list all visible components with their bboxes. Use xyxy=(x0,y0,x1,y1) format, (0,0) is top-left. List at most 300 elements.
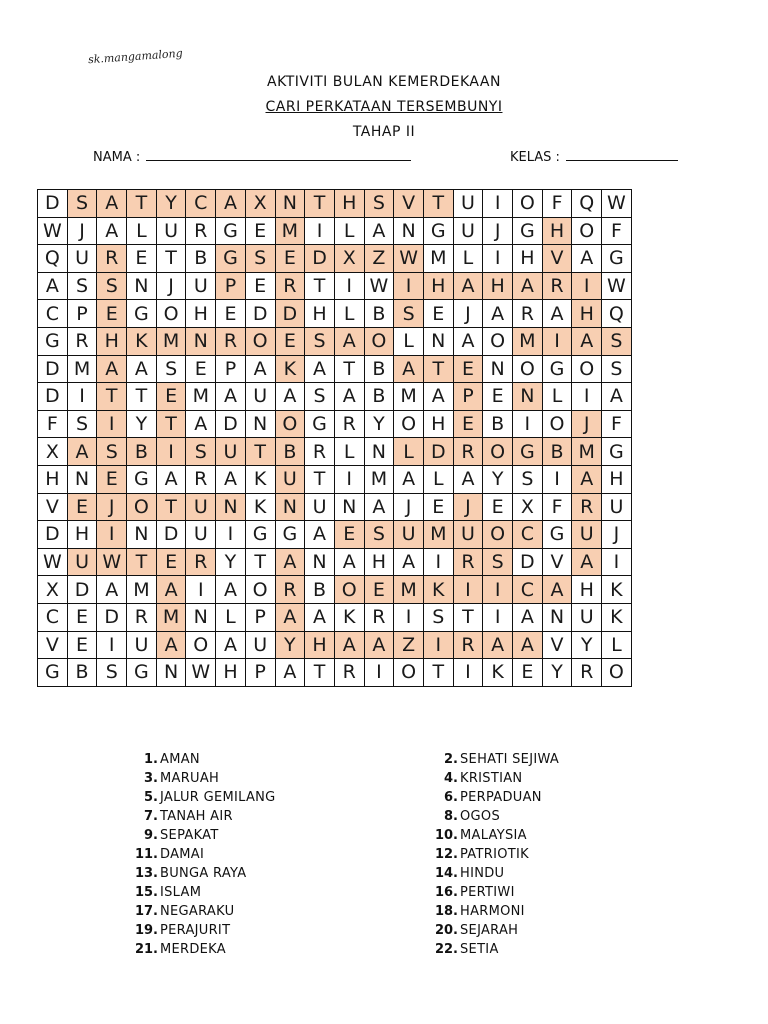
grid-cell[interactable]: R xyxy=(513,300,543,328)
grid-cell[interactable]: L xyxy=(334,300,364,328)
grid-cell[interactable]: P xyxy=(245,603,275,631)
grid-cell[interactable]: O xyxy=(483,438,513,466)
grid-cell[interactable]: A xyxy=(394,548,424,576)
grid-cell[interactable]: T xyxy=(127,383,157,411)
grid-cell[interactable]: S xyxy=(305,383,335,411)
grid-cell[interactable]: R xyxy=(275,272,305,300)
grid-cell[interactable]: P xyxy=(67,300,97,328)
grid-cell[interactable]: I xyxy=(453,659,483,687)
grid-cell[interactable]: J xyxy=(97,493,127,521)
grid-cell[interactable]: G xyxy=(38,659,68,687)
grid-cell[interactable]: U xyxy=(186,493,216,521)
grid-cell[interactable]: X xyxy=(245,190,275,218)
grid-cell[interactable]: O xyxy=(572,217,602,245)
grid-cell[interactable]: R xyxy=(275,576,305,604)
grid-cell[interactable]: U xyxy=(453,190,483,218)
grid-cell[interactable]: A xyxy=(97,190,127,218)
grid-cell[interactable]: X xyxy=(38,438,68,466)
grid-cell[interactable]: O xyxy=(483,327,513,355)
grid-cell[interactable]: R xyxy=(186,548,216,576)
grid-cell[interactable]: G xyxy=(38,327,68,355)
grid-cell[interactable]: S xyxy=(97,438,127,466)
grid-cell[interactable]: U xyxy=(186,272,216,300)
grid-cell[interactable]: H xyxy=(364,548,394,576)
grid-cell[interactable]: S xyxy=(602,355,632,383)
grid-cell[interactable]: K xyxy=(275,355,305,383)
grid-cell[interactable]: N xyxy=(127,272,157,300)
grid-cell[interactable]: J xyxy=(453,300,483,328)
grid-cell[interactable]: J xyxy=(483,217,513,245)
grid-cell[interactable]: Y xyxy=(572,631,602,659)
grid-cell[interactable]: W xyxy=(394,245,424,273)
grid-cell[interactable]: A xyxy=(572,327,602,355)
grid-cell[interactable]: V xyxy=(38,493,68,521)
grid-cell[interactable]: P xyxy=(216,355,246,383)
grid-cell[interactable]: T xyxy=(305,465,335,493)
grid-cell[interactable]: A xyxy=(216,190,246,218)
grid-cell[interactable]: D xyxy=(156,521,186,549)
grid-cell[interactable]: Y xyxy=(483,465,513,493)
grid-cell[interactable]: A xyxy=(513,631,543,659)
grid-cell[interactable]: D xyxy=(67,576,97,604)
grid-cell[interactable]: S xyxy=(602,327,632,355)
grid-cell[interactable]: T xyxy=(127,190,157,218)
grid-cell[interactable]: S xyxy=(245,245,275,273)
grid-cell[interactable]: A xyxy=(453,465,483,493)
grid-cell[interactable]: N xyxy=(67,465,97,493)
grid-cell[interactable]: H xyxy=(483,272,513,300)
grid-cell[interactable]: X xyxy=(334,245,364,273)
grid-cell[interactable]: J xyxy=(394,493,424,521)
grid-cell[interactable]: U xyxy=(572,521,602,549)
grid-cell[interactable]: F xyxy=(602,410,632,438)
grid-cell[interactable]: A xyxy=(305,355,335,383)
grid-cell[interactable]: I xyxy=(453,576,483,604)
grid-cell[interactable]: N xyxy=(364,438,394,466)
grid-cell[interactable]: I xyxy=(394,603,424,631)
grid-cell[interactable]: A xyxy=(542,576,572,604)
grid-cell[interactable]: N xyxy=(334,493,364,521)
grid-cell[interactable]: N xyxy=(275,493,305,521)
grid-cell[interactable]: V xyxy=(542,245,572,273)
grid-cell[interactable]: W xyxy=(38,217,68,245)
grid-cell[interactable]: R xyxy=(97,245,127,273)
grid-cell[interactable]: R xyxy=(572,493,602,521)
grid-cell[interactable]: E xyxy=(127,245,157,273)
grid-cell[interactable]: G xyxy=(423,217,453,245)
grid-cell[interactable]: F xyxy=(602,217,632,245)
grid-cell[interactable]: A xyxy=(334,631,364,659)
grid-cell[interactable]: O xyxy=(127,493,157,521)
grid-cell[interactable]: F xyxy=(38,410,68,438)
grid-cell[interactable]: O xyxy=(275,410,305,438)
grid-cell[interactable]: G xyxy=(127,300,157,328)
grid-cell[interactable]: Z xyxy=(364,245,394,273)
grid-cell[interactable]: M xyxy=(394,576,424,604)
grid-cell[interactable]: E xyxy=(67,603,97,631)
grid-cell[interactable]: H xyxy=(216,659,246,687)
grid-cell[interactable]: D xyxy=(97,603,127,631)
grid-cell[interactable]: K xyxy=(483,659,513,687)
grid-cell[interactable]: N xyxy=(305,548,335,576)
grid-cell[interactable]: M xyxy=(572,438,602,466)
grid-cell[interactable]: N xyxy=(245,410,275,438)
grid-cell[interactable]: I xyxy=(216,521,246,549)
grid-cell[interactable]: H xyxy=(305,631,335,659)
grid-cell[interactable]: L xyxy=(334,217,364,245)
grid-cell[interactable]: S xyxy=(364,521,394,549)
grid-cell[interactable]: N xyxy=(542,603,572,631)
grid-cell[interactable]: W xyxy=(97,548,127,576)
grid-cell[interactable]: J xyxy=(572,410,602,438)
grid-cell[interactable]: O xyxy=(483,521,513,549)
grid-cell[interactable]: I xyxy=(423,548,453,576)
grid-cell[interactable]: I xyxy=(67,383,97,411)
grid-cell[interactable]: L xyxy=(394,327,424,355)
grid-cell[interactable]: U xyxy=(127,631,157,659)
grid-cell[interactable]: B xyxy=(364,300,394,328)
grid-cell[interactable]: O xyxy=(394,410,424,438)
grid-cell[interactable]: F xyxy=(542,190,572,218)
grid-cell[interactable]: L xyxy=(602,631,632,659)
grid-cell[interactable]: B xyxy=(364,383,394,411)
grid-cell[interactable]: S xyxy=(67,190,97,218)
grid-cell[interactable]: L xyxy=(334,438,364,466)
grid-cell[interactable]: A xyxy=(275,383,305,411)
grid-cell[interactable]: H xyxy=(513,245,543,273)
grid-cell[interactable]: B xyxy=(542,438,572,466)
grid-cell[interactable]: T xyxy=(305,190,335,218)
grid-cell[interactable]: I xyxy=(423,631,453,659)
grid-cell[interactable]: I xyxy=(602,548,632,576)
grid-cell[interactable]: H xyxy=(423,410,453,438)
grid-cell[interactable]: C xyxy=(513,521,543,549)
grid-cell[interactable]: A xyxy=(97,355,127,383)
grid-cell[interactable]: R xyxy=(186,465,216,493)
grid-cell[interactable]: I xyxy=(483,190,513,218)
grid-cell[interactable]: N xyxy=(423,327,453,355)
grid-cell[interactable]: N xyxy=(513,383,543,411)
grid-cell[interactable]: O xyxy=(394,659,424,687)
grid-cell[interactable]: R xyxy=(453,438,483,466)
grid-cell[interactable]: E xyxy=(275,245,305,273)
grid-cell[interactable]: U xyxy=(67,548,97,576)
grid-cell[interactable]: R xyxy=(334,410,364,438)
grid-cell[interactable]: G xyxy=(245,521,275,549)
grid-cell[interactable]: M xyxy=(364,465,394,493)
grid-cell[interactable]: H xyxy=(542,217,572,245)
grid-cell[interactable]: A xyxy=(602,383,632,411)
grid-cell[interactable]: I xyxy=(97,631,127,659)
grid-cell[interactable]: R xyxy=(334,659,364,687)
grid-cell[interactable]: C xyxy=(38,603,68,631)
grid-cell[interactable]: A xyxy=(67,438,97,466)
grid-cell[interactable]: S xyxy=(513,465,543,493)
grid-cell[interactable]: K xyxy=(245,493,275,521)
grid-cell[interactable]: W xyxy=(602,272,632,300)
grid-cell[interactable]: B xyxy=(127,438,157,466)
grid-cell[interactable]: G xyxy=(127,659,157,687)
grid-cell[interactable]: A xyxy=(572,465,602,493)
grid-cell[interactable]: R xyxy=(572,659,602,687)
grid-cell[interactable]: M xyxy=(127,576,157,604)
grid-cell[interactable]: S xyxy=(483,548,513,576)
grid-cell[interactable]: I xyxy=(364,659,394,687)
grid-cell[interactable]: H xyxy=(334,190,364,218)
grid-cell[interactable]: F xyxy=(542,493,572,521)
grid-cell[interactable]: C xyxy=(38,300,68,328)
grid-cell[interactable]: X xyxy=(38,576,68,604)
grid-cell[interactable]: G xyxy=(542,355,572,383)
grid-cell[interactable]: J xyxy=(602,521,632,549)
grid-cell[interactable]: C xyxy=(186,190,216,218)
grid-cell[interactable]: T xyxy=(305,659,335,687)
grid-cell[interactable]: A xyxy=(334,327,364,355)
class-blank-line[interactable] xyxy=(566,148,678,161)
grid-cell[interactable]: J xyxy=(453,493,483,521)
grid-cell[interactable]: I xyxy=(542,465,572,493)
grid-cell[interactable]: T xyxy=(127,548,157,576)
grid-cell[interactable]: V xyxy=(542,548,572,576)
grid-cell[interactable]: S xyxy=(186,438,216,466)
grid-cell[interactable]: I xyxy=(334,465,364,493)
grid-cell[interactable]: B xyxy=(305,576,335,604)
grid-cell[interactable]: A xyxy=(38,272,68,300)
grid-cell[interactable]: K xyxy=(423,576,453,604)
grid-cell[interactable]: M xyxy=(67,355,97,383)
grid-cell[interactable]: S xyxy=(423,603,453,631)
grid-cell[interactable]: A xyxy=(156,576,186,604)
grid-cell[interactable]: T xyxy=(156,410,186,438)
grid-cell[interactable]: Z xyxy=(394,631,424,659)
grid-cell[interactable]: H xyxy=(305,300,335,328)
grid-cell[interactable]: P xyxy=(216,272,246,300)
grid-cell[interactable]: G xyxy=(275,521,305,549)
grid-cell[interactable]: I xyxy=(572,272,602,300)
grid-cell[interactable]: E xyxy=(275,327,305,355)
grid-cell[interactable]: P xyxy=(453,383,483,411)
grid-cell[interactable]: U xyxy=(245,383,275,411)
grid-cell[interactable]: B xyxy=(483,410,513,438)
grid-cell[interactable]: J xyxy=(67,217,97,245)
grid-cell[interactable]: H xyxy=(38,465,68,493)
grid-cell[interactable]: N xyxy=(275,190,305,218)
grid-cell[interactable]: I xyxy=(97,410,127,438)
grid-cell[interactable]: S xyxy=(156,355,186,383)
grid-cell[interactable]: A xyxy=(275,548,305,576)
grid-cell[interactable]: I xyxy=(483,245,513,273)
grid-cell[interactable]: K xyxy=(127,327,157,355)
grid-cell[interactable]: A xyxy=(216,383,246,411)
grid-cell[interactable]: A xyxy=(275,659,305,687)
grid-cell[interactable]: S xyxy=(97,659,127,687)
grid-cell[interactable]: T xyxy=(245,548,275,576)
grid-cell[interactable]: Y xyxy=(127,410,157,438)
grid-cell[interactable]: D xyxy=(513,548,543,576)
grid-cell[interactable]: A xyxy=(275,603,305,631)
grid-cell[interactable]: Q xyxy=(572,190,602,218)
grid-cell[interactable]: A xyxy=(483,300,513,328)
grid-cell[interactable]: K xyxy=(602,576,632,604)
grid-cell[interactable]: B xyxy=(67,659,97,687)
grid-cell[interactable]: E xyxy=(334,521,364,549)
grid-cell[interactable]: I xyxy=(513,410,543,438)
grid-cell[interactable]: T xyxy=(453,603,483,631)
grid-cell[interactable]: D xyxy=(38,190,68,218)
grid-cell[interactable]: G xyxy=(216,217,246,245)
grid-cell[interactable]: A xyxy=(305,521,335,549)
grid-cell[interactable]: I xyxy=(394,272,424,300)
grid-cell[interactable]: I xyxy=(572,383,602,411)
grid-cell[interactable]: Y xyxy=(156,190,186,218)
grid-cell[interactable]: N xyxy=(186,327,216,355)
grid-cell[interactable]: O xyxy=(513,355,543,383)
grid-cell[interactable]: T xyxy=(305,272,335,300)
grid-cell[interactable]: T xyxy=(334,355,364,383)
grid-cell[interactable]: U xyxy=(602,493,632,521)
grid-cell[interactable]: E xyxy=(423,493,453,521)
grid-cell[interactable]: R xyxy=(364,603,394,631)
grid-cell[interactable]: T xyxy=(423,355,453,383)
grid-cell[interactable]: H xyxy=(67,521,97,549)
grid-cell[interactable]: O xyxy=(186,631,216,659)
grid-cell[interactable]: U xyxy=(305,493,335,521)
grid-cell[interactable]: U xyxy=(186,521,216,549)
grid-cell[interactable]: K xyxy=(334,603,364,631)
grid-cell[interactable]: T xyxy=(245,438,275,466)
grid-cell[interactable]: A xyxy=(334,548,364,576)
grid-cell[interactable]: O xyxy=(602,659,632,687)
grid-cell[interactable]: D xyxy=(216,410,246,438)
grid-cell[interactable]: V xyxy=(542,631,572,659)
grid-cell[interactable]: A xyxy=(245,355,275,383)
grid-cell[interactable]: O xyxy=(513,190,543,218)
grid-cell[interactable]: A xyxy=(513,272,543,300)
grid-cell[interactable]: P xyxy=(245,659,275,687)
grid-cell[interactable]: A xyxy=(423,383,453,411)
grid-cell[interactable]: A xyxy=(453,327,483,355)
grid-cell[interactable]: T xyxy=(423,659,453,687)
grid-cell[interactable]: S xyxy=(305,327,335,355)
grid-cell[interactable]: Y xyxy=(364,410,394,438)
grid-cell[interactable]: H xyxy=(572,576,602,604)
grid-cell[interactable]: D xyxy=(38,355,68,383)
grid-cell[interactable]: G xyxy=(602,438,632,466)
grid-cell[interactable]: L xyxy=(542,383,572,411)
grid-cell[interactable]: A xyxy=(572,245,602,273)
grid-cell[interactable]: T xyxy=(156,493,186,521)
grid-cell[interactable]: A xyxy=(572,548,602,576)
grid-cell[interactable]: T xyxy=(97,383,127,411)
grid-cell[interactable]: I xyxy=(334,272,364,300)
grid-cell[interactable]: A xyxy=(394,355,424,383)
grid-cell[interactable]: W xyxy=(38,548,68,576)
grid-cell[interactable]: O xyxy=(334,576,364,604)
grid-cell[interactable]: L xyxy=(423,465,453,493)
grid-cell[interactable]: A xyxy=(334,383,364,411)
grid-cell[interactable]: M xyxy=(156,327,186,355)
grid-cell[interactable]: A xyxy=(364,217,394,245)
grid-cell[interactable]: W xyxy=(602,190,632,218)
grid-cell[interactable]: E xyxy=(423,300,453,328)
grid-cell[interactable]: D xyxy=(245,300,275,328)
grid-cell[interactable]: A xyxy=(542,300,572,328)
grid-cell[interactable]: A xyxy=(97,576,127,604)
grid-cell[interactable]: B xyxy=(186,245,216,273)
grid-cell[interactable]: I xyxy=(156,438,186,466)
grid-cell[interactable]: O xyxy=(245,576,275,604)
grid-cell[interactable]: E xyxy=(483,493,513,521)
grid-cell[interactable]: R xyxy=(453,548,483,576)
grid-cell[interactable]: H xyxy=(423,272,453,300)
grid-cell[interactable]: S xyxy=(67,410,97,438)
grid-cell[interactable]: W xyxy=(186,659,216,687)
grid-cell[interactable]: R xyxy=(186,217,216,245)
grid-cell[interactable]: N xyxy=(216,493,246,521)
grid-cell[interactable]: Q xyxy=(38,245,68,273)
grid-cell[interactable]: A xyxy=(156,465,186,493)
grid-cell[interactable]: R xyxy=(453,631,483,659)
grid-cell[interactable]: G xyxy=(542,521,572,549)
grid-cell[interactable]: S xyxy=(364,190,394,218)
grid-cell[interactable]: M xyxy=(513,327,543,355)
grid-cell[interactable]: A xyxy=(127,355,157,383)
grid-cell[interactable]: V xyxy=(38,631,68,659)
grid-cell[interactable]: E xyxy=(245,217,275,245)
grid-cell[interactable]: I xyxy=(97,521,127,549)
grid-cell[interactable]: E xyxy=(156,548,186,576)
grid-cell[interactable]: A xyxy=(216,576,246,604)
grid-cell[interactable]: D xyxy=(38,383,68,411)
grid-cell[interactable]: U xyxy=(453,217,483,245)
grid-cell[interactable]: U xyxy=(275,465,305,493)
grid-cell[interactable]: V xyxy=(394,190,424,218)
grid-cell[interactable]: U xyxy=(216,438,246,466)
grid-cell[interactable]: U xyxy=(394,521,424,549)
grid-cell[interactable]: U xyxy=(245,631,275,659)
grid-cell[interactable]: H xyxy=(602,465,632,493)
grid-cell[interactable]: L xyxy=(216,603,246,631)
grid-cell[interactable]: L xyxy=(453,245,483,273)
grid-cell[interactable]: A xyxy=(97,217,127,245)
grid-cell[interactable]: G xyxy=(216,245,246,273)
grid-cell[interactable]: A xyxy=(216,631,246,659)
grid-cell[interactable]: M xyxy=(275,217,305,245)
grid-cell[interactable]: A xyxy=(216,465,246,493)
grid-cell[interactable]: D xyxy=(305,245,335,273)
grid-cell[interactable]: K xyxy=(602,603,632,631)
grid-cell[interactable]: A xyxy=(186,410,216,438)
grid-cell[interactable]: E xyxy=(67,493,97,521)
grid-cell[interactable]: U xyxy=(572,603,602,631)
grid-cell[interactable]: O xyxy=(542,410,572,438)
grid-cell[interactable]: R xyxy=(542,272,572,300)
grid-cell[interactable]: E xyxy=(364,576,394,604)
grid-cell[interactable]: G xyxy=(602,245,632,273)
grid-cell[interactable]: S xyxy=(67,272,97,300)
grid-cell[interactable]: U xyxy=(453,521,483,549)
grid-cell[interactable]: D xyxy=(423,438,453,466)
grid-cell[interactable]: K xyxy=(245,465,275,493)
grid-cell[interactable]: O xyxy=(572,355,602,383)
grid-cell[interactable]: R xyxy=(305,438,335,466)
grid-cell[interactable]: M xyxy=(394,383,424,411)
grid-cell[interactable]: O xyxy=(156,300,186,328)
grid-cell[interactable]: I xyxy=(305,217,335,245)
grid-cell[interactable]: B xyxy=(364,355,394,383)
grid-cell[interactable]: A xyxy=(156,631,186,659)
name-blank-line[interactable] xyxy=(146,148,411,161)
